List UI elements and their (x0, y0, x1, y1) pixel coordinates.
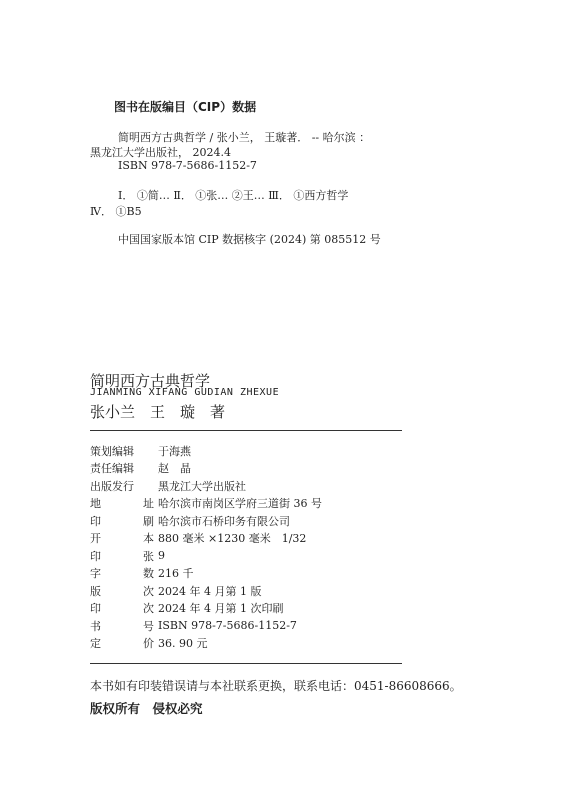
cip-line: Ⅳ． ①B5 (90, 205, 142, 218)
info-row (90, 617, 322, 635)
cip-heading: 图书在版编目（CIP）数据 (114, 100, 257, 114)
info-value: 2024 年 4 月第 1 次印刷 (158, 602, 284, 616)
info-value: 黑龙江大学出版社 (158, 479, 246, 493)
info-label-part: 地 (90, 497, 101, 511)
cip-line: 黑龙江大学出版社， 2024.4 (90, 146, 231, 159)
info-value: 2024 年 4 月第 1 版 (158, 584, 262, 598)
info-value: 于海燕 (158, 444, 191, 458)
info-label-part: 址 (143, 497, 154, 511)
cip-line: ISBN 978-7-5686-1152-7 (118, 159, 257, 172)
info-row (90, 460, 322, 478)
info-label-part: 印 (90, 549, 101, 563)
info-label (90, 565, 154, 581)
info-label-part: 出版发行 (90, 479, 134, 493)
info-value: 9 (158, 549, 165, 563)
info-label-part: 定 (90, 637, 101, 651)
info-label-part: 张 (143, 549, 154, 563)
info-label-part: 价 (143, 637, 154, 651)
info-label (90, 548, 154, 564)
info-label-part: 责任编辑 (90, 462, 134, 476)
info-label-part: 字 (90, 567, 101, 581)
info-label (90, 583, 154, 599)
info-label (90, 495, 154, 511)
info-label (90, 618, 154, 634)
info-row (90, 442, 322, 460)
info-value: 880 毫米 ×1230 毫米 1/32 (158, 532, 307, 546)
info-row (90, 565, 322, 583)
cip-line: 简明西方古典哲学 / 张小兰， 王璇著． -- 哈尔滨 ： (118, 131, 371, 144)
info-row (90, 582, 322, 600)
divider (90, 663, 402, 664)
info-label-part: 刷 (143, 514, 154, 528)
info-label (90, 443, 154, 459)
info-row (90, 635, 322, 653)
info-value: 36. 90 元 (158, 637, 208, 651)
copyright-notice: 版权所有 侵权必究 (90, 701, 203, 716)
info-value: 赵 晶 (158, 462, 191, 476)
cip-line: Ⅰ． ①简… Ⅱ． ①张… ②王… Ⅲ． ①西方哲学 (118, 189, 349, 202)
info-row (90, 530, 322, 548)
info-label-part: 版 (90, 584, 101, 598)
info-label-part: 号 (143, 619, 154, 633)
info-label-part: 开 (90, 532, 101, 546)
cip-number: 中国国家版本馆 CIP 数据核字 (2024) 第 085512 号 (118, 233, 381, 246)
info-row (90, 600, 322, 618)
info-label-part: 策划编辑 (90, 444, 134, 458)
info-row (90, 477, 322, 495)
info-row (90, 512, 322, 530)
info-label-part: 次 (143, 602, 154, 616)
info-label (90, 478, 154, 494)
info-value: 216 千 (158, 567, 194, 581)
info-label-part: 印 (90, 514, 101, 528)
publication-info (90, 442, 322, 652)
info-row (90, 547, 322, 565)
divider (90, 430, 402, 431)
info-label-part: 书 (90, 619, 101, 633)
book-authors: 张小兰 王 璇 著 (90, 403, 226, 421)
info-label (90, 460, 154, 476)
book-title: 简明西方古典哲学 (90, 372, 211, 390)
info-label-part: 本 (143, 532, 154, 546)
info-label-part: 印 (90, 602, 101, 616)
info-label-part: 数 (143, 567, 154, 581)
info-value: ISBN 978-7-5686-1152-7 (158, 619, 297, 633)
info-label (90, 600, 154, 616)
info-value: 哈尔滨市石桥印务有限公司 (158, 514, 290, 528)
info-label (90, 635, 154, 651)
book-pinyin: JIANMING XIFANG GUDIAN ZHEXUE (90, 387, 280, 398)
misprint-notice: 本书如有印装错误请与本社联系更换，联系电话：0451-86608666。 (90, 679, 462, 693)
info-label-part: 次 (143, 584, 154, 598)
info-label (90, 513, 154, 529)
info-value: 哈尔滨市南岗区学府三道街 36 号 (158, 497, 322, 511)
info-label (90, 530, 154, 546)
info-row (90, 495, 322, 513)
